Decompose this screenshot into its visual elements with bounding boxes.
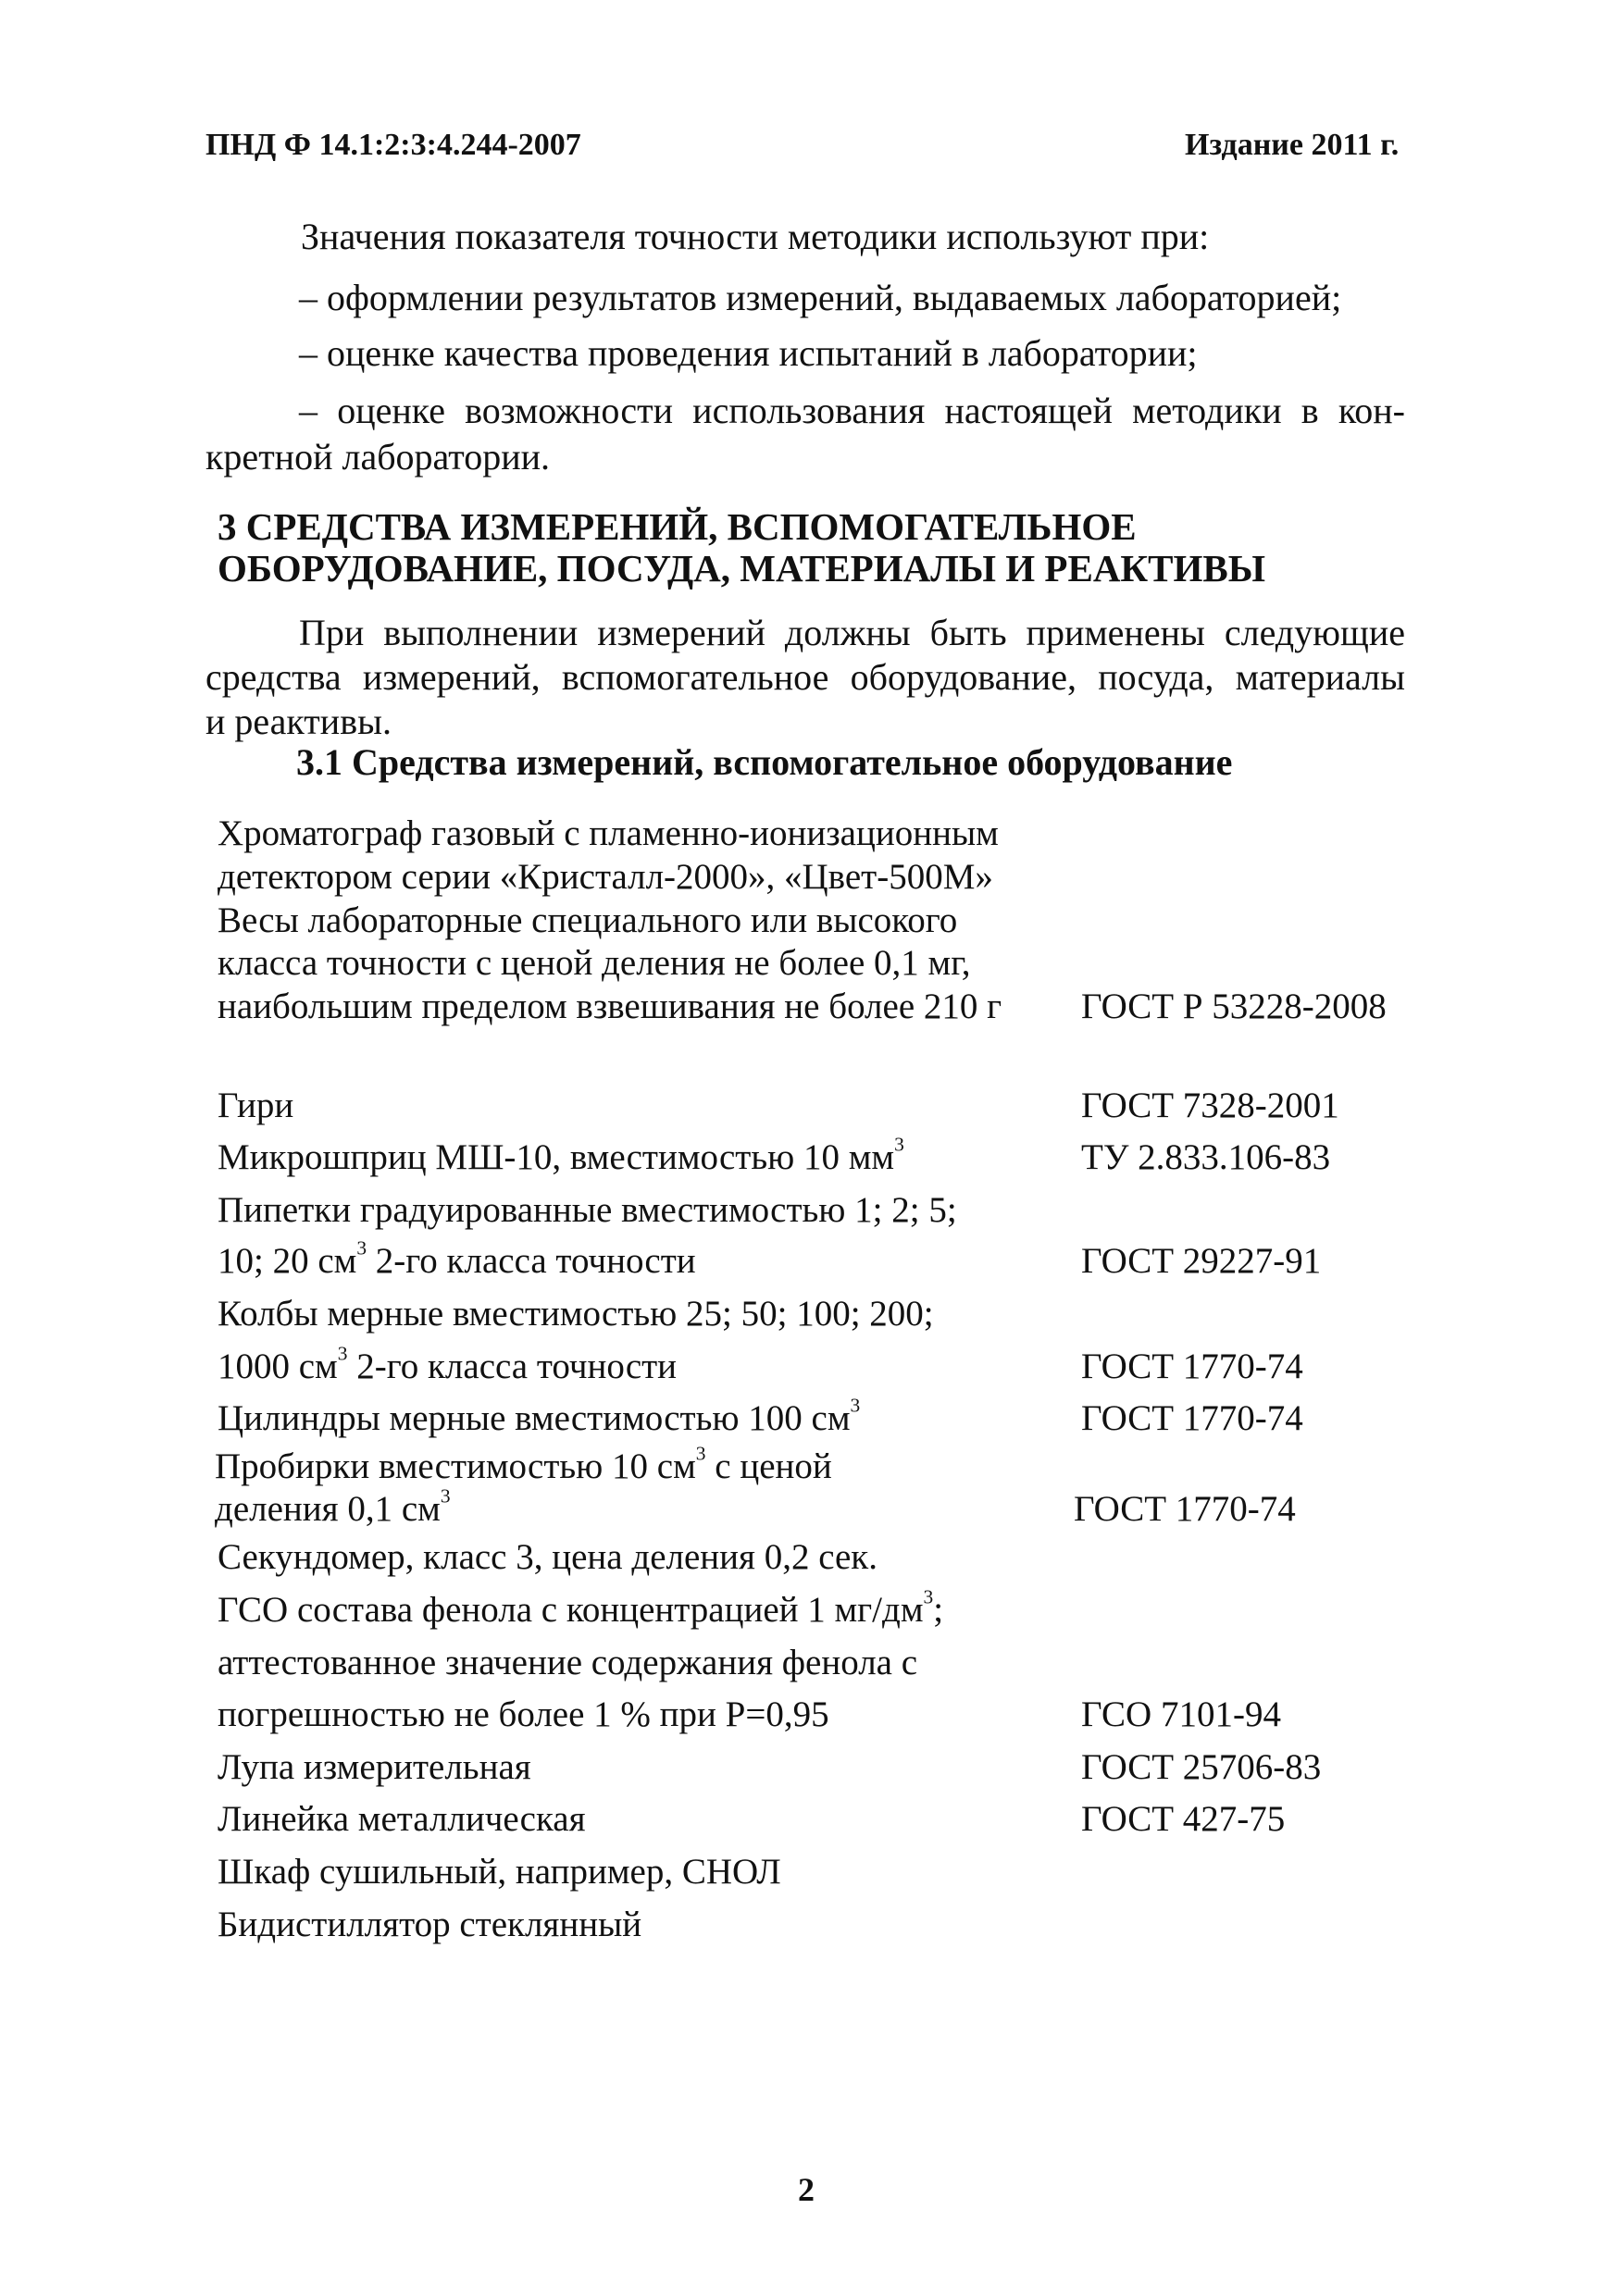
standard-reference: ГОСТ 1770-74 [1074,1489,1296,1529]
equipment-line: Цилиндры мерные вместимостью 100 $см^3$ [218,1394,861,1438]
document-code: ПНД Ф 14.1:2:3:4.244-2007 [205,128,581,162]
standard-reference: ГОСТ 1770-74 [1081,1398,1303,1438]
section-para-line-2: средства измерений, вспомогательное оборудование, посуда, материалы [205,656,1405,698]
equipment-line: Пипетки градуированные вместимостью 1; 2; 5; [218,1190,957,1230]
equipment-line: Пробирки вместимостью 10 $см^3$ с ценой [215,1442,832,1486]
standard-reference: ГОСТ 29227-91 [1081,1241,1322,1281]
equipment-line: Линейка металлическая [218,1799,586,1839]
section-para-line-3: и реактивы. [205,701,392,742]
edition-label: Издание 2011 г. [1185,128,1400,162]
equipment-line: Микрошприц МШ-10, вместимостью 10 $мм^3$ [218,1133,904,1177]
equipment-line: 10; 20 $см^3$ 2-го класса точности [218,1236,696,1281]
equipment-line: Хроматограф газовый с пламенно-ионизационным [218,813,999,853]
intro-lead: Значения показателя точности методики используют при: [301,216,1210,257]
equipment-line: Шкаф сушильный, например, СНОЛ [218,1852,781,1892]
standard-reference: ГСО 7101-94 [1081,1694,1281,1734]
equipment-line: Бидистиллятор стеклянный [218,1905,642,1944]
equipment-line: Колбы мерные вместимостью 25; 50; 100; 200; [218,1294,934,1334]
intro-bullet-3: – оценке возможности использования настоящей методики в кон- [299,390,1405,431]
equipment-line: Секундомер, класс 3, цена деления 0,2 сек. [218,1537,878,1577]
equipment-line: класса точности с ценой деления не более 0,1 мг, [218,943,971,983]
equipment-line: 1000 $см^3$ 2-го класса точности [218,1342,678,1386]
equipment-line: Гири [218,1086,294,1125]
standard-reference: ГОСТ 1770-74 [1081,1347,1303,1386]
equipment-line: деления 0,1 $см^3$ [215,1484,451,1529]
section-title-line-2: ОБОРУДОВАНИЕ, ПОСУДА, МАТЕРИАЛЫ И РЕАКТИВЫ [218,547,1266,590]
standard-reference: ГОСТ 25706-83 [1081,1747,1322,1787]
equipment-line: наибольшим пределом взвешивания не более 210 г [218,987,1002,1026]
equipment-line: ГСО состава фенола с концентрацией 1 $мг/дм^3$; [218,1585,944,1630]
intro-bullet-1: – оформлении результатов измерений, выдаваемых лабораторией; [299,277,1342,318]
intro-bullet-3-cont: кретной лаборатории. [205,436,551,478]
intro-bullet-2: – оценке качества проведения испытаний в лаборатории; [299,332,1198,374]
equipment-line: аттестованное значение содержания фенола с [218,1643,918,1682]
section-para-line-1: При выполнении измерений должны быть применены следующие [299,612,1405,653]
standard-reference: ГОСТ Р 53228-2008 [1081,987,1387,1026]
equipment-line: детектором серии «Кристалл-2000», «Цвет-500М» [218,857,993,897]
page-number: 2 [798,2171,815,2208]
section-title-line-1: 3 СРЕДСТВА ИЗМЕРЕНИЙ, ВСПОМОГАТЕЛЬНОЕ [218,505,1137,548]
equipment-line: погрешностью не более 1 % при Р=0,95 [218,1694,829,1734]
equipment-line: Лупа измерительная [218,1747,531,1787]
equipment-line: Весы лабораторные специального или высокого [218,900,958,940]
subsection-title: 3.1 Средства измерений, вспомогательное оборудование [296,741,1233,783]
standard-reference: ГОСТ 7328-2001 [1081,1086,1339,1125]
standard-reference: ГОСТ 427-75 [1081,1799,1286,1839]
standard-reference: ТУ 2.833.106-83 [1081,1137,1331,1177]
